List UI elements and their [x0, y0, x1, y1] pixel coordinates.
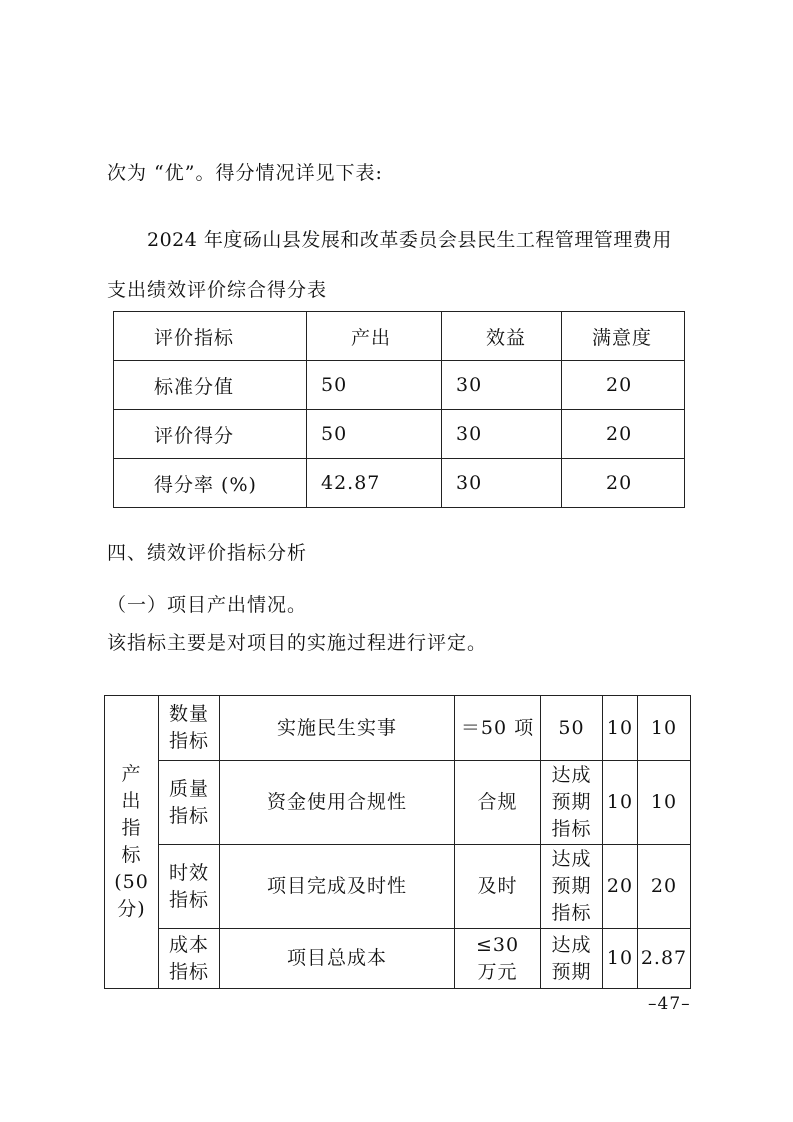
item-cell: 项目总成本	[220, 929, 455, 989]
sub-indicator-cell: 质量指标	[159, 761, 220, 845]
score-table-header	[114, 312, 685, 361]
table-cell: 20	[562, 459, 685, 508]
table-title-line-2: 支出绩效评价综合得分表	[107, 279, 328, 301]
target-cell: ≤30 万元	[455, 929, 541, 989]
table-cell: 30	[442, 459, 562, 508]
table-row	[114, 459, 685, 508]
table-row	[105, 845, 691, 929]
target-cell: 合规	[455, 761, 541, 845]
indicator-table	[104, 695, 691, 989]
score-cell: 10	[638, 696, 691, 761]
weight-cell: 10	[603, 761, 638, 845]
paragraph-description: 该指标主要是对项目的实施过程进行评定。	[107, 632, 488, 654]
category-char: 指	[121, 817, 142, 839]
item-cell: 资金使用合规性	[220, 761, 455, 845]
table-cell: 标准分值	[114, 361, 307, 410]
score-cell: 10	[638, 761, 691, 845]
target-cell: 及时	[455, 845, 541, 929]
table-cell: 评价得分	[114, 410, 307, 459]
weight-cell: 20	[603, 845, 638, 929]
weight-cell: 10	[603, 929, 638, 989]
table-cell: 50	[307, 410, 442, 459]
header-cell: 满意度	[562, 312, 685, 361]
header-cell: 评价指标	[114, 312, 307, 361]
item-cell: 实施民生实事	[220, 696, 455, 761]
table-cell: 20	[562, 410, 685, 459]
page-number: –47–	[648, 994, 691, 1014]
category-char: 产	[121, 763, 142, 785]
table-cell: 30	[442, 410, 562, 459]
subsection-heading: （一）项目产出情况。	[107, 594, 308, 616]
item-cell: 项目完成及时性	[220, 845, 455, 929]
score-cell: 20	[638, 845, 691, 929]
actual-cell: 达成预期指标	[541, 761, 603, 845]
actual-cell: 达成预期指标	[541, 845, 603, 929]
table-row	[105, 761, 691, 845]
category-char: 标	[121, 844, 142, 866]
sub-indicator-cell: 数量指标	[159, 696, 220, 761]
header-cell: 效益	[442, 312, 562, 361]
weight-cell: 10	[603, 696, 638, 761]
category-cell	[105, 696, 159, 989]
score-cell: 2.87	[638, 929, 691, 989]
table-cell: 30	[442, 361, 562, 410]
section-heading: 四、绩效评价指标分析	[107, 542, 308, 564]
paragraph-rating: 次为 “优”。得分情况详见下表:	[107, 162, 383, 184]
table-title-line-1: 2024 年度砀山县发展和改革委员会县民生工程管理管理费用	[147, 229, 672, 251]
table-cell: 50	[307, 361, 442, 410]
actual-cell: 达成预期	[541, 929, 603, 989]
table-cell: 20	[562, 361, 685, 410]
category-char: (50	[114, 871, 149, 893]
sub-indicator-cell: 时效指标	[159, 845, 220, 929]
category-char: 分)	[117, 898, 146, 920]
target-cell: ＝50 项	[455, 696, 541, 761]
table-row	[105, 696, 691, 761]
table-row	[114, 410, 685, 459]
table-row	[114, 361, 685, 410]
header-cell: 产出	[307, 312, 442, 361]
sub-indicator-cell: 成本指标	[159, 929, 220, 989]
table-cell: 得分率 (%)	[114, 459, 307, 508]
table-cell: 42.87	[307, 459, 442, 508]
actual-cell: 50	[541, 696, 603, 761]
category-char: 出	[121, 790, 142, 812]
score-table	[113, 311, 685, 508]
table-row	[105, 929, 691, 989]
